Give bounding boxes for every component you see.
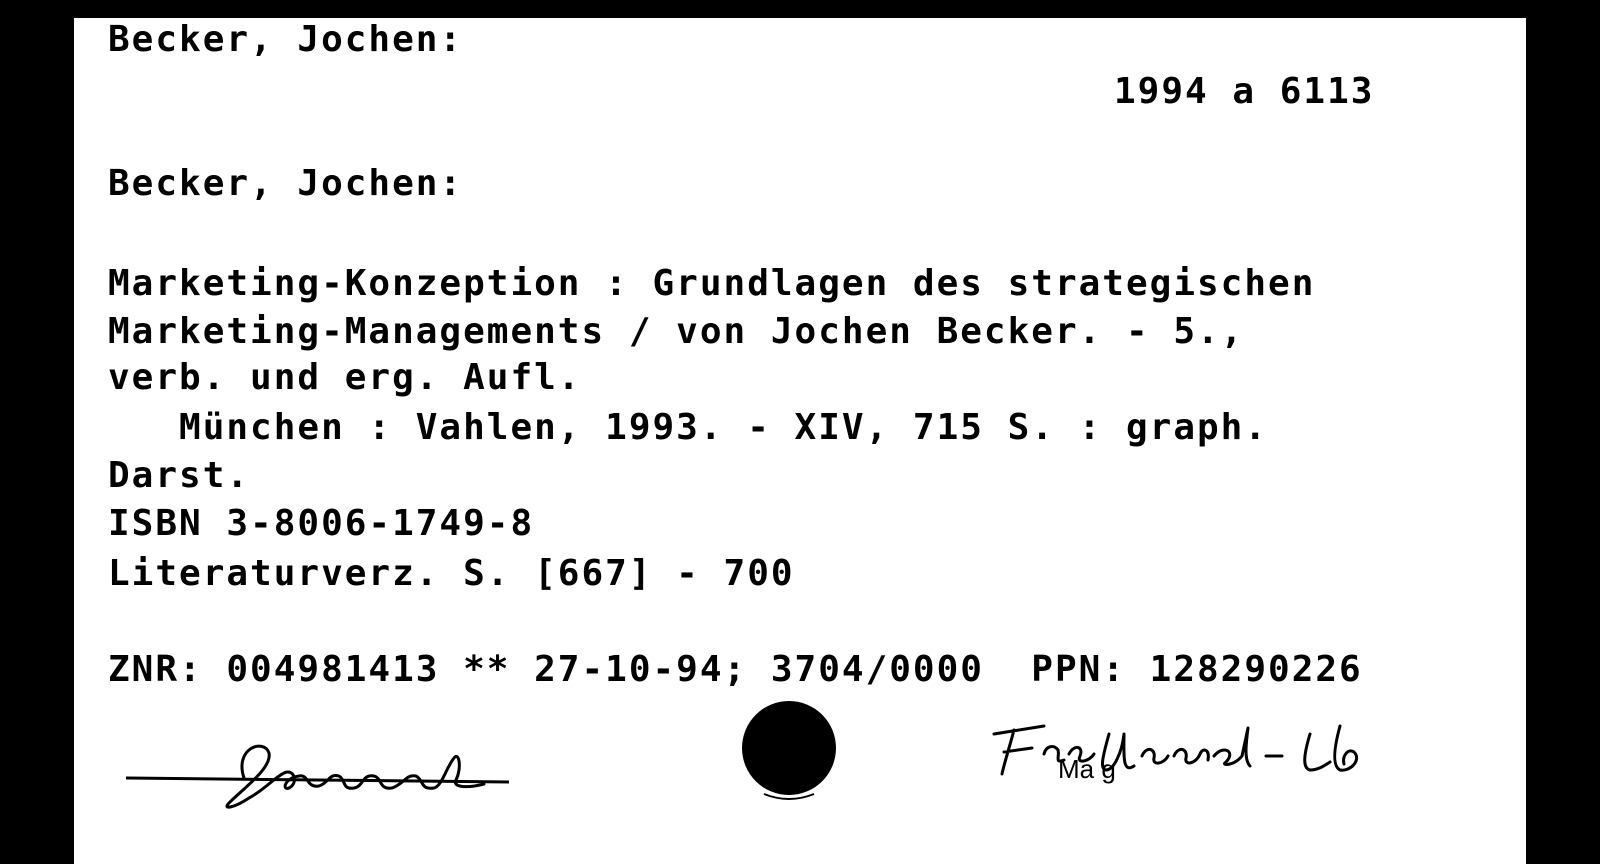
handwriting-lesesaal-crossed (124, 718, 524, 818)
punch-hole (734, 698, 844, 808)
title-line-3: verb. und erg. Aufl. (108, 357, 582, 398)
stamp-text: Ma g (1058, 754, 1116, 784)
title-line-1: Marketing-Konzeption : Grundlagen des strategischen (108, 263, 1316, 304)
header-author: Becker, Jochen: (108, 19, 464, 60)
imprint-line-2: Darst. (108, 455, 251, 496)
title-line-2: Marketing-Managements / von Jochen Becker. - 5., (108, 311, 1245, 352)
call-number: 1994 a 6113 (1114, 71, 1375, 112)
author: Becker, Jochen: (108, 163, 464, 204)
imprint-line-1: München : Vahlen, 1993. - XIV, 715 S. : graph. (108, 407, 1269, 448)
notes: Literaturverz. S. [667] - 700 (108, 553, 795, 594)
handwriting-freihand (974, 704, 1414, 804)
isbn: ISBN 3-8006-1749-8 (108, 503, 535, 544)
catalog-card (74, 18, 1526, 864)
record-line: ZNR: 004981413 ** 27-10-94; 3704/0000 PPN: 128290226 (108, 649, 1363, 690)
